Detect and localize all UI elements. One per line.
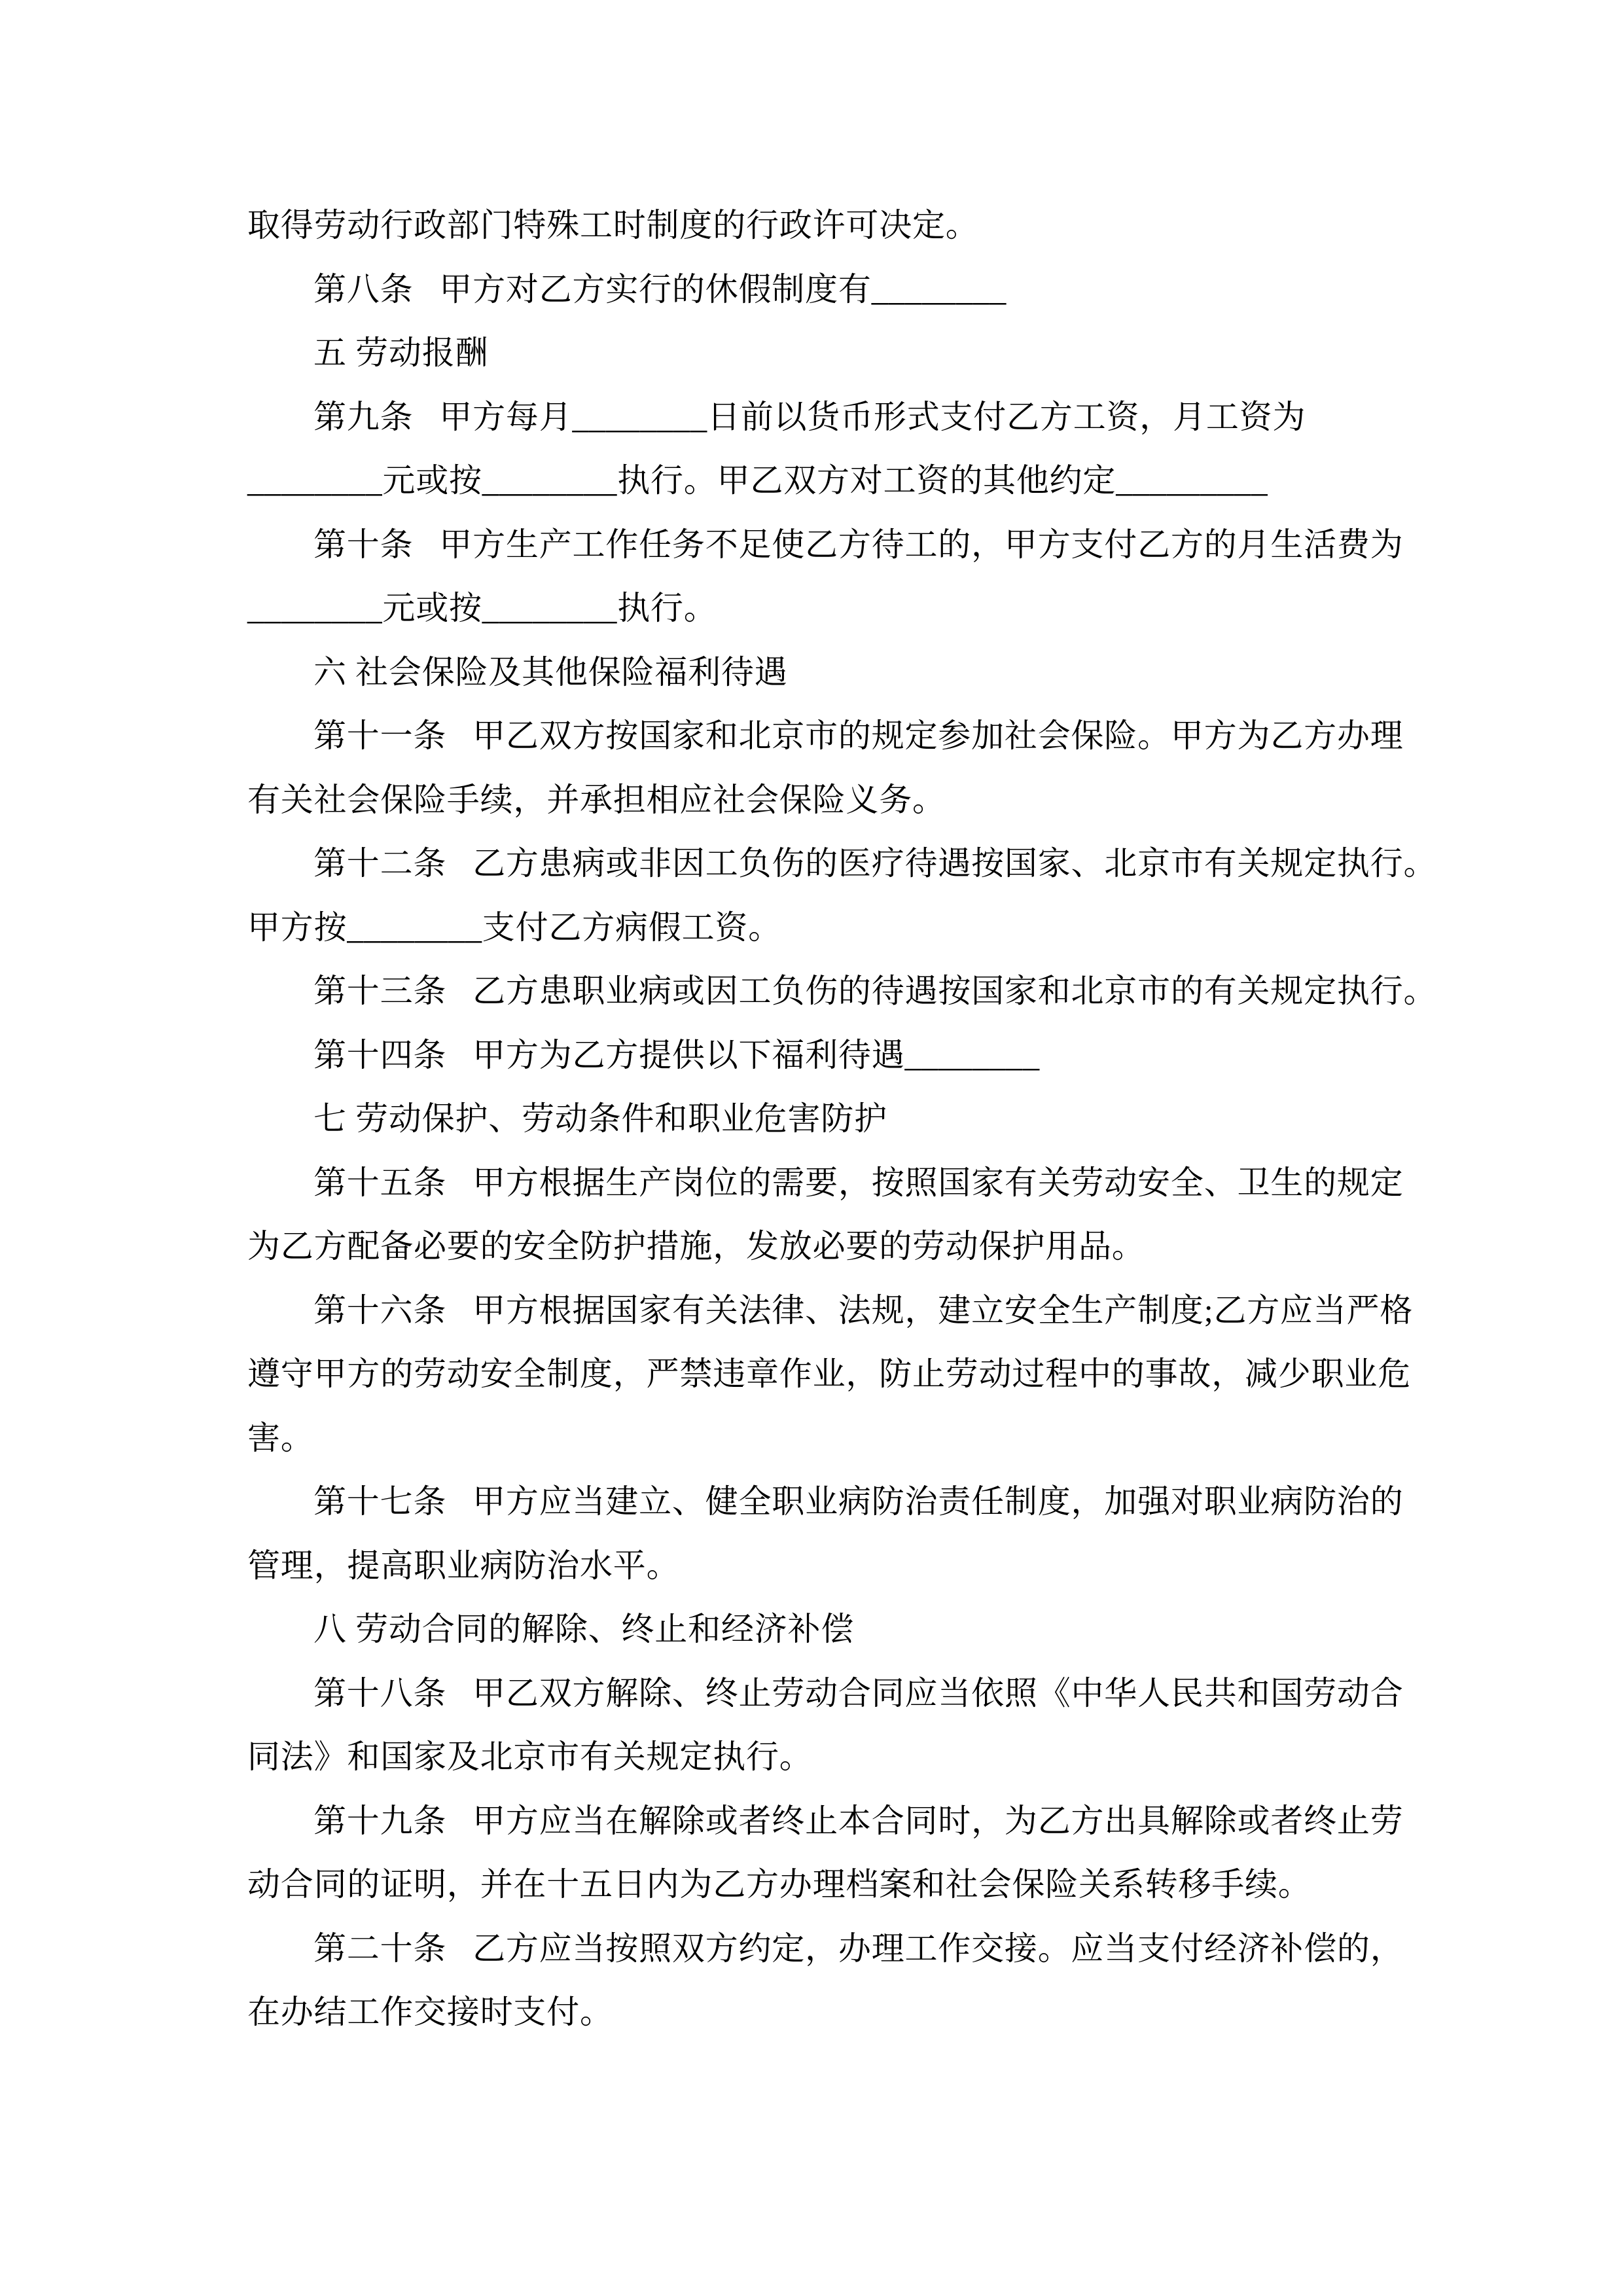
contract-line: 第九条 甲方每月________日前以货币形式支付乙方工资，月工资为 [313,398,1306,435]
contract-line: 第十一条 甲乙双方按国家和北京市的规定参加社会保险。甲方为乙方办理 [313,717,1404,754]
contract-line: 同法》和国家及北京市有关规定执行。 [247,1738,813,1775]
contract-line: 第十九条 甲方应当在解除或者终止本合同时，为乙方出具解除或者终止劳 [313,1802,1404,1839]
contract-line: ________元或按________执行。甲乙双方对工资的其他约定_________ [247,462,1268,499]
contract-line: 第十八条 甲乙双方解除、终止劳动合同应当依照《中华人民共和国劳动合 [313,1674,1404,1712]
contract-line: 第十条 甲方生产工作任务不足使乙方待工的，甲方支付乙方的月生活费为 [313,526,1404,563]
contract-line: 取得劳动行政部门特殊工时制度的行政许可决定。 [247,207,979,243]
contract-line: 第十三条 乙方患职业病或因工负伤的待遇按国家和北京市的有关规定执行。 [313,973,1437,1009]
contract-line: 在办结工作交接时支付。 [247,1994,613,2030]
contract-text-block [247,194,1491,2045]
contract-line: 第八条 甲方对乙方实行的休假制度有________ [313,270,1007,308]
contract-line: 管理，提高职业病防治水平。 [247,1547,680,1584]
contract-line: 有关社会保险手续，并承担相应社会保险义务。 [247,781,946,818]
contract-line: 甲方按________支付乙方病假工资。 [247,908,781,946]
contract-line: 第十四条 甲方为乙方提供以下福利待遇________ [313,1036,1040,1073]
contract-line: 第二十条 乙方应当按照双方约定，办理工作交接。应当支付经济补偿的， [313,1929,1404,1967]
contract-line: 第十七条 甲方应当建立、健全职业病防治责任制度，加强对职业病防治的 [313,1483,1404,1520]
contract-line: 为乙方配备必要的安全防护措施，发放必要的劳动保护用品。 [247,1228,1145,1265]
contract-line: 五 劳动报酬 [313,334,489,371]
contract-line: 害。 [247,1419,314,1456]
contract-line: 动合同的证明，并在十五日内为乙方办理档案和社会保险关系转移手续。 [247,1866,1311,1903]
contract-line: 六 社会保险及其他保险福利待遇 [313,653,788,691]
contract-line: ________元或按________执行。 [247,590,717,626]
contract-line: 八 劳动合同的解除、终止和经济补偿 [313,1611,855,1647]
contract-line: 第十六条 甲方根据国家有关法律、法规，建立安全生产制度;乙方应当严格 [313,1291,1414,1329]
contract-line: 七 劳动保护、劳动条件和职业危害防护 [313,1100,887,1137]
contract-line: 第十二条 乙方患病或非因工负伤的医疗待遇按国家、北京市有关规定执行。 [313,845,1437,882]
contract-line: 第十五条 甲方根据生产岗位的需要，按照国家有关劳动安全、卫生的规定 [313,1164,1404,1201]
contract-line: 遵守甲方的劳动安全制度，严禁违章作业，防止劳动过程中的事故，减少职业危 [247,1355,1411,1392]
